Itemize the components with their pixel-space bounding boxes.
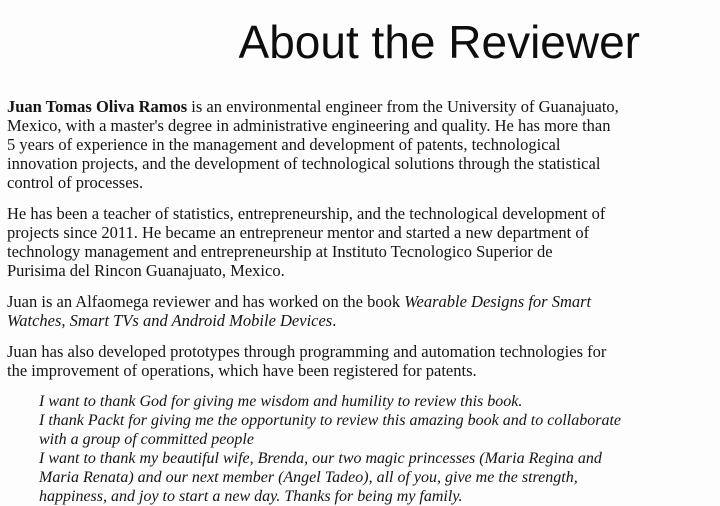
- text-line: 5 years of experience in the management and development of patents, technological: [7, 135, 561, 154]
- text-line: innovation projects, and the development of technological solutions through the statistical: [7, 154, 601, 173]
- text-line: [7, 97, 640, 116]
- text-line: Juan has also developed prototypes through programming and automation technologies for: [7, 342, 607, 361]
- text-line: Maria Renata) and our next member (Angel Tadeo), all of you, give me the strength,: [39, 469, 578, 486]
- book-title: Wearable Designs for Smart: [404, 292, 592, 311]
- text-line: projects since 2011. He became an entrepreneur mentor and started a new department of: [7, 223, 590, 242]
- text-line: Mexico, with a master's degree in administrative engineering and quality. He has more than: [7, 116, 611, 135]
- text-segment: Juan is an Alfaomega reviewer and has worked on the book: [7, 292, 405, 311]
- text-line: Purisima del Rincon Guanajuato, Mexico.: [7, 261, 285, 280]
- book-title: Watches, Smart TVs and Android Mobile Devices: [7, 311, 333, 330]
- bio-paragraph-prototypes: [7, 342, 640, 380]
- text-line: happiness, and joy to start a new day. Thanks for being my family.: [39, 488, 463, 505]
- bio-paragraph-reviewer-work: [7, 292, 640, 330]
- text-line: I thank Packt for giving me the opportunity to review this amazing book and to collaborate: [39, 412, 621, 429]
- text-line: technology management and entrepreneurship at Instituto Tecnologico Superior de: [7, 242, 553, 261]
- text-line: control of processes.: [7, 173, 144, 192]
- page-title: About the Reviewer: [238, 16, 640, 68]
- bio-paragraph-intro: [7, 97, 640, 192]
- text-line: [7, 292, 640, 311]
- text-line: [7, 311, 640, 330]
- text-line: with a group of committed people: [39, 431, 254, 448]
- text-segment: is an environmental engineer from the University of Guanajuato,: [187, 97, 619, 116]
- text-segment: .: [332, 311, 337, 330]
- bio-paragraph-teaching: [7, 204, 640, 280]
- text-line: the improvement of operations, which have been registered for patents.: [7, 361, 477, 380]
- acknowledgment-quote: [7, 392, 640, 506]
- text-line: I want to thank my beautiful wife, Brenda, our two magic princesses (Maria Regina and: [39, 450, 602, 467]
- text-line: He has been a teacher of statistics, entrepreneurship, and the technological development of: [7, 204, 606, 223]
- text-line: I want to thank God for giving me wisdom and humility to review this book.: [39, 393, 523, 410]
- reviewer-name: Juan Tomas Oliva Ramos: [7, 97, 188, 116]
